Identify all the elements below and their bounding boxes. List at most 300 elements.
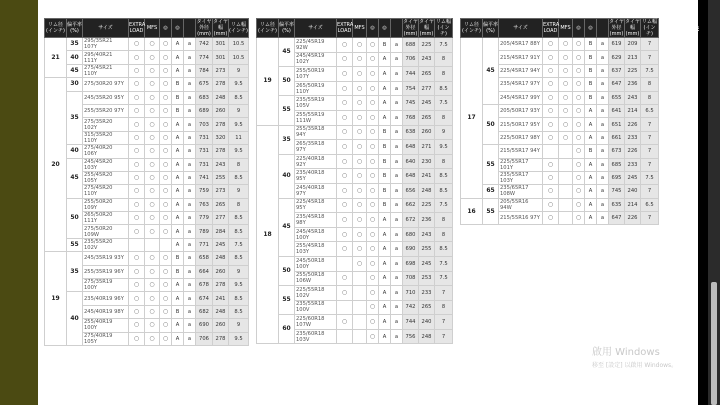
tire-width-cell: 214	[625, 104, 641, 117]
runflat-mark-cell: ○	[573, 185, 585, 198]
extra-load-cell: ○	[337, 242, 353, 257]
class-cell: a	[391, 271, 403, 286]
rim-width-cell: 7	[641, 38, 659, 51]
outer-diameter-cell: 629	[609, 51, 625, 64]
aspect-ratio-cell: 45	[279, 198, 295, 256]
rim-width-cell: 9.5	[229, 145, 249, 158]
rim-width-cell: 7	[641, 51, 659, 64]
aspect-ratio-cell: 35	[67, 252, 83, 292]
grade-cell: A	[379, 286, 391, 301]
mfs-cell: ○	[353, 183, 367, 198]
class-cell: a	[391, 38, 403, 53]
rim-width-cell: 10.5	[229, 51, 249, 64]
extra-load-cell: ○	[129, 198, 145, 211]
outer-diameter-cell: 771	[196, 238, 213, 251]
extra-load-cell: ○	[129, 252, 145, 265]
rim-width-cell: 11	[229, 131, 249, 144]
windows-activation-watermark	[592, 343, 702, 369]
class-cell: a	[391, 96, 403, 111]
runflat-mark-cell: ○	[160, 131, 172, 144]
col-extra-load-header: EXTRA LOAD	[337, 19, 353, 38]
rim-width-cell: 8.5	[229, 91, 249, 104]
outer-diameter-cell: 685	[609, 158, 625, 171]
aspect-ratio-cell: 40	[67, 292, 83, 346]
table-body	[257, 38, 453, 344]
tire-width-cell: 255	[419, 242, 435, 257]
tire-size-cell: 245/45R18 100Y	[295, 227, 337, 242]
col-rim-width-header: リム幅 (インチ)	[229, 19, 249, 38]
grade-cell: A	[172, 332, 184, 345]
runflat-mark-cell: ○	[573, 118, 585, 131]
table-header	[257, 19, 453, 38]
outer-diameter-cell: 689	[196, 104, 213, 117]
outer-diameter-cell: 683	[196, 91, 213, 104]
class-cell: a	[184, 51, 196, 64]
outer-diameter-cell: 682	[196, 305, 213, 318]
col-outer-diameter-header: タイヤ外径 (mm)	[609, 19, 624, 37]
runflat-mark-cell: ○	[573, 64, 585, 77]
runflat-mark-cell: ○	[160, 158, 172, 171]
extra-load-cell: ○	[129, 91, 145, 104]
tire-size-cell: 275/45R21 110Y	[83, 64, 129, 77]
grade-cell: B	[172, 78, 184, 91]
tire-size-cell: 295/40R21 111Y	[83, 51, 129, 64]
rim-diameter-cell: 19	[45, 252, 67, 346]
runflat-mark-cell: ○	[367, 242, 379, 257]
grade-cell: A	[585, 104, 597, 117]
class-cell: a	[391, 256, 403, 271]
grade-cell: A	[172, 118, 184, 131]
tire-width-cell: 245	[419, 256, 435, 271]
grade-cell: A	[172, 238, 184, 251]
aspect-ratio-cell: 40	[67, 51, 83, 64]
tire-width-cell: 278	[213, 145, 229, 158]
rim-width-cell: 8.5	[229, 212, 249, 225]
tire-size-cell: 225/55R18 102V	[295, 286, 337, 301]
tire-width-cell: 278	[213, 78, 229, 91]
rim-width-cell: 8	[435, 213, 453, 228]
extra-load-cell: ○	[543, 78, 559, 91]
mfs-cell	[353, 300, 367, 315]
extra-load-cell	[543, 145, 559, 158]
outer-diameter-cell: 789	[196, 225, 213, 238]
grade-cell: A	[379, 96, 391, 111]
tire-size-table-2	[256, 18, 453, 344]
grade-cell: A	[172, 64, 184, 77]
rim-diameter-cell: 18	[257, 125, 279, 344]
rim-width-cell: 8.5	[229, 305, 249, 318]
tire-size-cell: 225/55R17 101Y	[499, 158, 543, 171]
mfs-cell: ○	[353, 213, 367, 228]
tire-size-cell: 225/45R17 94Y	[499, 64, 543, 77]
col-mfs-header: MFS	[145, 19, 160, 38]
col-size-header: サイズ	[499, 19, 543, 38]
col-rim-header: リム径 (インチ)	[45, 19, 67, 38]
tire-width-cell: 260	[419, 125, 435, 140]
runflat-mark-cell: ○	[160, 38, 172, 51]
mfs-cell: ○	[353, 227, 367, 242]
tire-width-cell: 233	[625, 131, 641, 144]
tire-size-cell: 235/40R18 95Y	[295, 169, 337, 184]
tire-size-cell: 265/50R19 110Y	[295, 81, 337, 96]
table-row	[45, 38, 249, 51]
rim-width-cell: 8	[435, 300, 453, 315]
runflat-mark-cell: ○	[160, 279, 172, 292]
mfs-cell: ○	[353, 242, 367, 257]
tire-width-cell: 271	[419, 140, 435, 155]
class-cell: a	[391, 169, 403, 184]
runflat-mark-cell: ○	[367, 256, 379, 271]
watermark-title: 啟用 Windows	[592, 347, 660, 358]
col-width-header: タイヤ幅 (mm)	[625, 19, 640, 37]
extra-load-cell: ○	[129, 292, 145, 305]
mfs-cell: ○	[145, 104, 160, 117]
rim-diameter-cell: 21	[45, 38, 67, 78]
grade-cell: A	[379, 315, 391, 330]
mfs-cell: ○	[145, 64, 160, 77]
runflat-mark-cell: ○	[160, 265, 172, 278]
runflat-mark-cell: ○	[160, 185, 172, 198]
aspect-ratio-cell: 65	[483, 185, 499, 198]
extra-load-cell: ○	[543, 64, 559, 77]
mfs-cell: ○	[353, 67, 367, 82]
class-cell: a	[184, 279, 196, 292]
table-row	[257, 315, 453, 330]
class-cell: a	[597, 171, 609, 184]
col-width-header: タイヤ幅 (mm)	[419, 19, 434, 37]
rim-width-cell: 9	[435, 125, 453, 140]
extra-load-cell	[337, 256, 353, 271]
mfs-cell: ○	[145, 185, 160, 198]
tire-width-cell: 248	[419, 183, 435, 198]
extra-load-cell: ○	[337, 125, 353, 140]
extra-load-cell: ○	[337, 67, 353, 82]
grade-cell: B	[379, 125, 391, 140]
class-cell: a	[184, 305, 196, 318]
mfs-cell: ○	[353, 81, 367, 96]
runflat-mark-cell: ○	[160, 332, 172, 345]
grade-cell: A	[172, 51, 184, 64]
grade-cell: A	[379, 213, 391, 228]
mfs-cell: ○	[353, 110, 367, 125]
grade-cell: B	[172, 265, 184, 278]
outer-diameter-cell: 779	[196, 212, 213, 225]
tire-width-cell: 245	[625, 171, 641, 184]
tire-size-cell: 255/50R19 107Y	[295, 67, 337, 82]
class-cell: a	[391, 110, 403, 125]
outer-diameter-cell: 784	[196, 64, 213, 77]
class-cell: a	[184, 171, 196, 184]
outer-diameter-cell: 763	[196, 198, 213, 211]
extra-load-cell: ○	[337, 213, 353, 228]
tire-width-cell: 265	[419, 110, 435, 125]
grade-cell: B	[585, 78, 597, 91]
left-background-band	[0, 0, 38, 405]
tire-size-cell: 275/40R20 106Y	[83, 145, 129, 158]
table-row	[461, 198, 659, 211]
grade-cell: A	[379, 52, 391, 67]
class-cell: a	[391, 329, 403, 344]
tire-size-cell: 225/45R18 95Y	[295, 198, 337, 213]
rim-diameter-cell: 20	[45, 78, 67, 252]
rim-width-cell: 8.5	[229, 171, 249, 184]
outer-diameter-cell: 703	[196, 118, 213, 131]
col-rim-width-header: リム幅 (インチ)	[435, 19, 451, 37]
extra-load-cell	[337, 329, 353, 344]
extra-load-cell: ○	[543, 51, 559, 64]
aspect-ratio-cell: 45	[279, 38, 295, 67]
rim-width-cell: 8.5	[229, 292, 249, 305]
class-cell: a	[184, 212, 196, 225]
extra-load-cell: ○	[543, 104, 559, 117]
outer-diameter-cell: 706	[196, 332, 213, 345]
aspect-ratio-cell: 55	[279, 96, 295, 125]
tire-size-cell: 265/50R20 111Y	[83, 212, 129, 225]
class-cell: a	[391, 242, 403, 257]
rim-width-cell: 9.5	[229, 118, 249, 131]
outer-diameter-cell: 674	[196, 292, 213, 305]
outer-diameter-cell: 706	[403, 52, 419, 67]
tire-size-cell: 235/45R17 97Y	[499, 78, 543, 91]
col-extra-load-header: EXTRA LOAD	[129, 19, 145, 38]
tire-width-cell: 278	[213, 279, 229, 292]
tire-width-cell: 236	[419, 213, 435, 228]
extra-load-cell: ○	[543, 185, 559, 198]
tire-size-cell: 235/55R20 102V	[83, 238, 129, 251]
mfs-cell: ○	[353, 96, 367, 111]
grade-cell: A	[379, 329, 391, 344]
tire-width-cell: 209	[625, 38, 641, 51]
tire-width-cell: 248	[213, 305, 229, 318]
rim-width-cell: 9.5	[229, 279, 249, 292]
rim-width-cell: 9.5	[435, 140, 453, 155]
mfs-cell: ○	[353, 256, 367, 271]
aspect-ratio-cell: 55	[483, 145, 499, 185]
extra-load-cell: ○	[129, 185, 145, 198]
aspect-ratio-cell: 50	[279, 67, 295, 96]
table-row	[45, 64, 249, 77]
class-cell: a	[184, 238, 196, 251]
mfs-cell	[353, 329, 367, 344]
class-cell: a	[597, 38, 609, 51]
mfs-cell: ○	[145, 145, 160, 158]
extra-load-cell: ○	[337, 81, 353, 96]
grade-cell: A	[172, 158, 184, 171]
rim-width-cell: 9	[229, 104, 249, 117]
outer-diameter-cell: 658	[196, 252, 213, 265]
close-button[interactable]	[672, 6, 704, 36]
rim-width-cell: 8.5	[435, 169, 453, 184]
outer-diameter-cell: 655	[609, 91, 625, 104]
class-cell: a	[391, 227, 403, 242]
tire-size-cell: 255/50R18 106W	[295, 271, 337, 286]
tire-size-cell: 205/45R17 88Y	[499, 38, 543, 51]
class-cell: a	[597, 51, 609, 64]
grade-cell: A	[585, 131, 597, 144]
tire-width-cell: 273	[213, 185, 229, 198]
outer-diameter-cell: 690	[403, 242, 419, 257]
outer-diameter-cell: 708	[403, 271, 419, 286]
rim-width-cell: 8.5	[435, 183, 453, 198]
mfs-cell	[353, 271, 367, 286]
mfs-cell: ○	[145, 332, 160, 345]
class-cell: a	[391, 315, 403, 330]
tire-width-cell: 226	[625, 145, 641, 158]
mfs-cell: ○	[145, 292, 160, 305]
class-cell: a	[184, 185, 196, 198]
aspect-ratio-cell: 35	[67, 91, 83, 145]
grade-cell: B	[585, 51, 597, 64]
table-row	[45, 238, 249, 251]
outer-diameter-cell: 640	[403, 154, 419, 169]
rim-width-cell: 7.5	[435, 256, 453, 271]
tire-size-cell: 205/55R16 94W	[499, 198, 543, 211]
tire-size-cell: 215/50R17 95Y	[499, 118, 543, 131]
grade-cell: B	[379, 169, 391, 184]
grade-cell: A	[379, 242, 391, 257]
grade-cell: A	[585, 185, 597, 198]
grade-cell: A	[379, 110, 391, 125]
runflat-mark-cell: ○	[367, 183, 379, 198]
class-cell: a	[391, 81, 403, 96]
rim-diameter-cell: 17	[461, 38, 483, 199]
grade-cell: B	[379, 154, 391, 169]
rim-width-cell: 8	[435, 110, 453, 125]
extra-load-cell: ○	[129, 51, 145, 64]
col-size-header: サイズ	[295, 19, 337, 38]
rim-width-cell: 7.5	[435, 38, 453, 53]
rim-width-cell: 8	[435, 52, 453, 67]
runflat-mark-cell: ○	[367, 67, 379, 82]
grade-cell: B	[585, 64, 597, 77]
tire-width-cell: 253	[419, 271, 435, 286]
class-cell: a	[391, 198, 403, 213]
tire-size-cell: 225/50R17 98Y	[499, 131, 543, 144]
outer-diameter-cell: 756	[403, 329, 419, 344]
outer-diameter-cell: 664	[196, 265, 213, 278]
outer-diameter-cell: 731	[196, 158, 213, 171]
tire-size-cell: 235/55R18 100V	[295, 300, 337, 315]
tire-width-cell: 277	[213, 212, 229, 225]
mfs-cell: ○	[145, 212, 160, 225]
tire-width-cell: 301	[213, 38, 229, 51]
mfs-cell	[559, 198, 573, 211]
outer-diameter-cell: 710	[403, 286, 419, 301]
grade-cell: A	[379, 81, 391, 96]
rim-width-cell: 8.5	[229, 225, 249, 238]
rim-width-cell: 7.5	[435, 96, 453, 111]
table-row	[45, 78, 249, 91]
tire-width-cell: 226	[625, 118, 641, 131]
class-cell: a	[597, 104, 609, 117]
mfs-cell: ○	[559, 104, 573, 117]
col-blank-header	[597, 19, 609, 38]
table-row	[461, 145, 659, 158]
tire-width-cell: 277	[419, 81, 435, 96]
mfs-cell	[559, 158, 573, 171]
extra-load-cell: ○	[337, 96, 353, 111]
extra-load-cell: ○	[543, 212, 559, 225]
outer-diameter-cell: 635	[609, 198, 625, 211]
tire-size-cell: 245/50R18 100Y	[295, 256, 337, 271]
class-cell: a	[391, 52, 403, 67]
extra-load-cell: ○	[543, 91, 559, 104]
tire-size-cell: 245/45R17 99Y	[499, 91, 543, 104]
class-cell: a	[597, 212, 609, 225]
tire-size-cell: 245/45R20 103Y	[83, 158, 129, 171]
grade-cell: A	[379, 271, 391, 286]
rim-width-cell: 7	[435, 286, 453, 301]
rim-width-cell: 7.5	[641, 171, 659, 184]
runflat-mark-cell: ○	[367, 169, 379, 184]
outer-diameter-cell: 619	[609, 38, 625, 51]
mfs-cell: ○	[353, 38, 367, 53]
class-cell: a	[391, 125, 403, 140]
runflat-mark-cell	[160, 238, 172, 251]
extra-load-cell: ○	[129, 332, 145, 345]
grade-cell: A	[379, 67, 391, 82]
outer-diameter-cell: 647	[609, 78, 625, 91]
class-cell: a	[184, 158, 196, 171]
mfs-cell: ○	[145, 118, 160, 131]
tire-size-cell: 245/35R19 93Y	[83, 252, 129, 265]
extra-load-cell: ○	[129, 38, 145, 51]
mfs-cell: ○	[145, 78, 160, 91]
runflat-mark-cell: ○	[367, 140, 379, 155]
outer-diameter-cell: 641	[609, 104, 625, 117]
tire-size-cell: 255/35R20 97Y	[83, 104, 129, 117]
mfs-cell	[145, 238, 160, 251]
grade-cell: A	[172, 225, 184, 238]
col-flat-header: 偏平率 (%)	[279, 19, 295, 38]
grade-cell: A	[379, 227, 391, 242]
aspect-ratio-cell: 50	[67, 198, 83, 238]
extra-load-cell: ○	[129, 118, 145, 131]
aspect-ratio-cell: 60	[279, 315, 295, 344]
tire-size-cell: 275/50R20 109W	[83, 225, 129, 238]
extra-load-cell: ○	[129, 131, 145, 144]
aspect-ratio-cell: 55	[483, 198, 499, 225]
tire-width-cell: 226	[625, 212, 641, 225]
grade-cell: A	[172, 131, 184, 144]
outer-diameter-cell: 745	[403, 96, 419, 111]
class-cell: a	[184, 145, 196, 158]
runflat-mark-cell: ○	[573, 51, 585, 64]
mfs-cell: ○	[145, 225, 160, 238]
tire-size-cell: 275/35R20 102Y	[83, 118, 129, 131]
tire-size-cell: 295/35R21 107Y	[83, 38, 129, 51]
scrollbar-thumb[interactable]	[711, 282, 717, 405]
class-cell: a	[391, 183, 403, 198]
mfs-cell: ○	[559, 51, 573, 64]
tire-width-cell: 225	[625, 64, 641, 77]
tire-width-cell: 255	[213, 171, 229, 184]
tire-width-cell: 265	[419, 67, 435, 82]
outer-diameter-cell: 637	[609, 64, 625, 77]
outer-diameter-cell: 647	[609, 212, 625, 225]
grade-cell: B	[379, 198, 391, 213]
grade-cell: A	[585, 118, 597, 131]
tire-width-cell: 243	[213, 158, 229, 171]
mfs-cell: ○	[559, 131, 573, 144]
mfs-cell: ○	[353, 198, 367, 213]
class-cell: a	[391, 213, 403, 228]
tire-width-cell: 248	[213, 91, 229, 104]
table-row	[45, 252, 249, 265]
extra-load-cell: ○	[129, 158, 145, 171]
class-cell: a	[184, 225, 196, 238]
tire-size-cell: 275/40R19 105Y	[83, 332, 129, 345]
